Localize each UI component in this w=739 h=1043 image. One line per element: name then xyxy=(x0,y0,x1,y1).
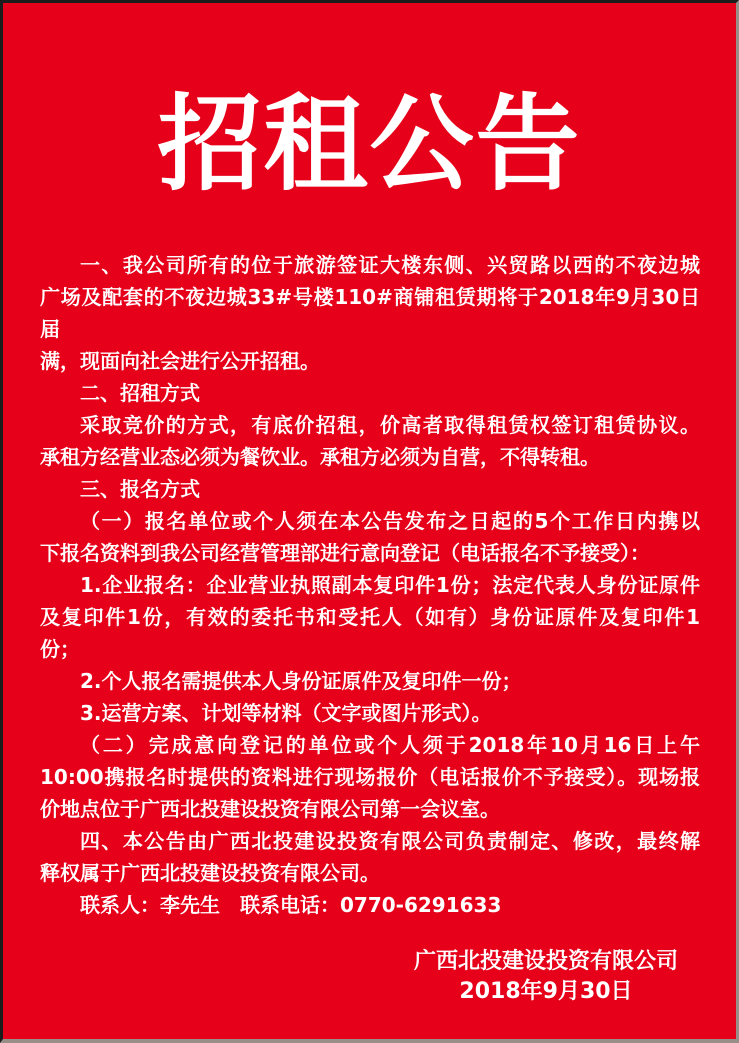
signature-inner xyxy=(414,947,678,1007)
body-line: （一）报名单位或个人须在本公告发布之日起的5个工作日内携以 xyxy=(80,509,700,534)
body-line: 二、招租方式 xyxy=(80,381,200,406)
body-line: 2.个人报名需提供本人身份证原件及复印件一份； xyxy=(80,669,522,694)
body-line: 价地点位于广西北投建设投资有限公司第一会议室。 xyxy=(40,797,500,822)
body-line: （二）完成意向登记的单位或个人须于2018年10月16日上午 xyxy=(80,733,700,758)
body-line: 份； xyxy=(40,637,80,662)
body-line: 四、本公告由广西北投建设投资有限公司负责制定、修改，最终解 xyxy=(80,829,700,854)
body-line: 满，现面向社会进行公开招租。 xyxy=(40,349,320,374)
announcement-body xyxy=(3,249,736,921)
poster-title: 招租公告 xyxy=(157,82,582,205)
body-line: 3.运营方案、计划等材料（文字或图片形式）。 xyxy=(80,701,492,726)
signature-block xyxy=(3,947,736,1007)
signature-date: 2018年9月30日 xyxy=(459,979,633,1005)
body-line: 联系人：李先生 联系电话：0770-6291633 xyxy=(80,893,502,918)
body-line: 释权属于广西北投建设投资有限公司。 xyxy=(40,861,380,886)
body-line: 广场及配套的不夜边城33#号楼110#商铺租赁期将于2018年9月30日届 xyxy=(40,285,700,342)
body-line: 采取竞价的方式，有底价招租，价高者取得租赁权签订租赁协议。 xyxy=(80,413,700,438)
signature-company: 广西北投建设投资有限公司 xyxy=(413,949,678,975)
body-line: 承租方经营业态必须为餐饮业。承租方必须为自营，不得转租。 xyxy=(40,445,600,470)
body-line: 及复印件1份，有效的委托书和受托人（如有）身份证原件及复印件1 xyxy=(40,605,700,630)
body-line: 10:00携报名时提供的资料进行现场报价（电话报价不予接受）。现场报 xyxy=(40,765,700,790)
body-line: 1.企业报名：企业营业执照副本复印件1份；法定代表人身份证原件 xyxy=(80,573,700,598)
body-line: 一、我公司所有的位于旅游签证大楼东侧、兴贸路以西的不夜边城 xyxy=(80,253,700,278)
body-line: 下报名资料到我公司经营管理部进行意向登记（电话报名不予接受）： xyxy=(40,541,650,566)
body-line: 三、报名方式 xyxy=(80,477,200,502)
